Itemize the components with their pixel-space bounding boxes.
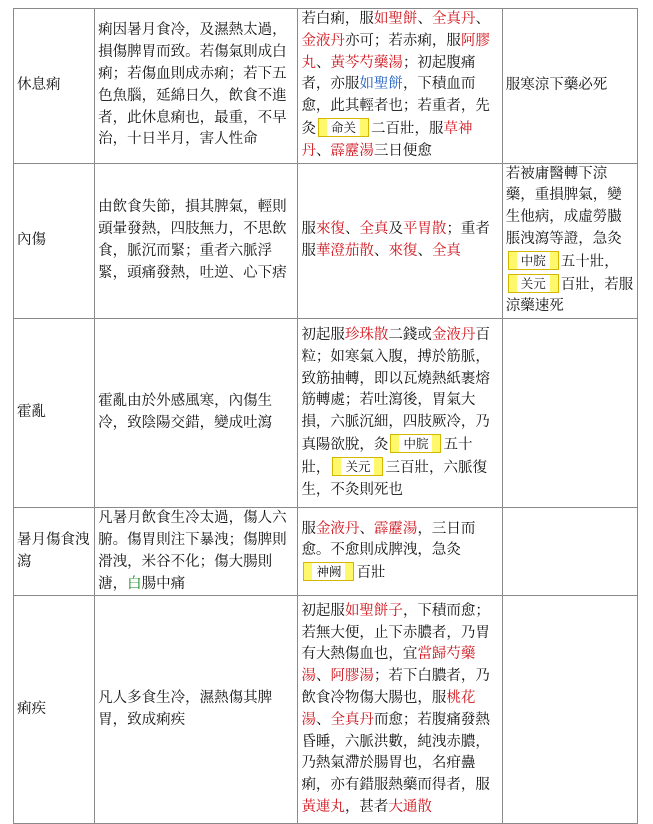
- herb-name: 草神丹: [301, 120, 473, 159]
- acupoint-label: 中脘: [390, 434, 441, 453]
- herb-name: 全真丹: [431, 11, 476, 27]
- herb-name: 霹靂湯: [330, 142, 374, 159]
- text-segment: 、: [315, 142, 331, 159]
- text-segment: 、: [475, 11, 490, 27]
- herb-name: 桃花湯: [301, 690, 476, 728]
- acupoint-label: 关元: [508, 274, 559, 293]
- text-segment: ；初起腹痛者，亦服: [301, 54, 476, 93]
- herb-name: 如聖餅子: [344, 602, 403, 619]
- herb-name: 阿膠丸: [301, 32, 490, 71]
- text-segment: 及: [388, 221, 403, 238]
- warning-cell: [502, 163, 637, 319]
- table-row: [14, 596, 638, 824]
- text-segment: 初起服: [301, 326, 345, 343]
- treatment-cell: [298, 319, 502, 508]
- herb-name: 金液丹: [431, 326, 476, 343]
- text-segment: 而愈；若腹痛發熱昏睡，六脈洪數，純洩赤膿，乃熱氣滯於腸胃也，名疳蠱痢，亦有錯服熱藥而得者，服: [301, 711, 490, 794]
- herb-name: 如聖餅: [373, 11, 418, 27]
- text-segment: 百壯，若服涼藥速死: [505, 276, 634, 315]
- text-segment: ，甚者: [344, 799, 389, 816]
- herb-name: 阿膠湯: [330, 668, 374, 685]
- text-segment: ，三日而愈。不愈則成脾洩，急灸: [301, 520, 476, 559]
- treatment-cell: [298, 596, 502, 824]
- herb-name: 平胃散: [402, 221, 447, 238]
- herb-name: 如聖餅: [359, 76, 403, 93]
- warning-cell: 服寒涼下藥必死: [502, 9, 637, 164]
- herb-name: 華澄茄散: [315, 242, 374, 259]
- disease-name: 霍亂: [14, 319, 95, 508]
- cause-cell: [95, 508, 298, 596]
- text-segment: 亦可；若赤痢，服: [344, 32, 461, 49]
- text-segment: 三百壯，六脈復生，不灸則死也: [301, 459, 487, 498]
- text-segment: 腸中痛: [141, 575, 186, 592]
- warning-cell: [502, 319, 637, 508]
- text-segment: 、: [359, 520, 374, 537]
- text-segment: 、: [315, 711, 331, 728]
- text-segment: 二百壯，服: [370, 120, 444, 137]
- text-segment: 百壯: [356, 565, 386, 582]
- treatment-cell: [298, 9, 502, 164]
- disease-name: 內傷: [14, 163, 95, 319]
- acupoint-label: 中脘: [508, 251, 559, 270]
- disease-name: 暑月傷食洩瀉: [14, 508, 95, 596]
- herb-name: 來復: [388, 242, 418, 259]
- herb-name: 全真: [431, 242, 461, 259]
- text-segment: 初起服: [301, 602, 345, 619]
- acupoint-label: 命关: [318, 118, 369, 137]
- text-segment: 、: [344, 221, 360, 238]
- text-segment: 百粒；如寒氣入腹，搏於筋脈，致筋抽轉，即以瓦燒熱紙裹熔筋轉處；若吐瀉後，胃氣大損，六脈沉細，四肢厥冷，乃真陽欲脫，灸: [301, 326, 490, 453]
- herb-name: 全真丹: [330, 711, 374, 728]
- disease-name: 休息痢: [14, 9, 95, 164]
- text-segment: 服: [301, 221, 316, 238]
- treatment-cell: [298, 508, 502, 596]
- text-segment: ，下積血而愈，此其輕者也；若重者，先灸: [301, 76, 490, 137]
- text-segment: 三日便愈: [373, 142, 432, 159]
- herbal-table: [13, 8, 638, 824]
- cause-cell: 由飲食失節，損其脾氣，輕則頭暈發熱，四肢無力，不思飲食，脈沉而緊；重者六脈浮緊，頭痛發熱，吐逆、心下痞: [95, 163, 298, 319]
- table-row: [14, 508, 638, 596]
- text-segment: 服: [301, 520, 316, 537]
- text-segment: ，下積而愈；若無大便，止下赤膿者，乃胃有大熱傷血也，宜: [301, 602, 490, 663]
- text-segment: 五十壯，: [301, 436, 473, 476]
- herb-name: 全真: [359, 221, 389, 238]
- table-row: [14, 9, 638, 164]
- text-segment: 凡暑月飲食生冷太過，傷人六腑。傷胃則注下暴洩；傷脾則滑洩，米谷不化；傷大腸則溏，: [98, 510, 287, 592]
- text-segment: ；若下白膿者，乃飲食冷物傷大腸也，服: [301, 668, 490, 707]
- herb-name: 黃芩芍藥湯: [330, 54, 403, 71]
- table-row: [14, 319, 638, 508]
- text-segment: 若被庸醫轉下涼藥，重損脾氣，變生他病，成虛勞臌脹洩瀉等證，急灸: [505, 165, 622, 247]
- disease-name: 痢疾: [14, 596, 95, 824]
- herb-name: 來復: [315, 221, 345, 238]
- acupoint-label: 神阙: [303, 562, 354, 581]
- text-segment: 若白痢，服: [301, 11, 374, 27]
- herb-name: 霹靂湯: [373, 520, 418, 537]
- herb-name: 金液丹: [315, 520, 360, 537]
- herb-name: 大通散: [388, 799, 432, 816]
- cause-cell: 凡人多食生冷，濕熱傷其脾胃，致成痢疾: [95, 596, 298, 824]
- herb-name: 黃連丸: [301, 799, 345, 816]
- text-segment: 、: [373, 242, 389, 259]
- herb-name: 金液丹: [301, 32, 345, 49]
- text-segment: 、: [315, 54, 331, 71]
- cause-cell: 霍亂由於外感風寒，內傷生冷，致陰陽交錯，變成吐瀉: [95, 319, 298, 508]
- text-segment: 、: [417, 242, 432, 259]
- text-segment: 二錢或: [388, 326, 432, 343]
- acupoint-label: 关元: [332, 457, 383, 476]
- warning-cell: [502, 596, 637, 824]
- table-row: [14, 163, 638, 319]
- warning-cell: [502, 508, 637, 596]
- highlight-text: 白: [127, 575, 142, 592]
- text-segment: 、: [417, 11, 432, 27]
- text-segment: 、: [315, 668, 331, 685]
- treatment-cell: [298, 163, 502, 319]
- text-segment: 五十壯，: [560, 253, 619, 270]
- text-segment: ；重者服: [301, 221, 490, 259]
- herb-name: 當歸芍藥湯: [301, 646, 476, 685]
- cause-cell: 痢因暑月食冷，及濕熱太過，損傷脾胃而致。若傷氣則成白痢；若傷血則成赤痢；若下五色魚腦，延綿日久，飲食不進者，此休息痢也，最重，不早治，十日半月，害人性命: [95, 9, 298, 164]
- herb-name: 珍珠散: [344, 326, 389, 343]
